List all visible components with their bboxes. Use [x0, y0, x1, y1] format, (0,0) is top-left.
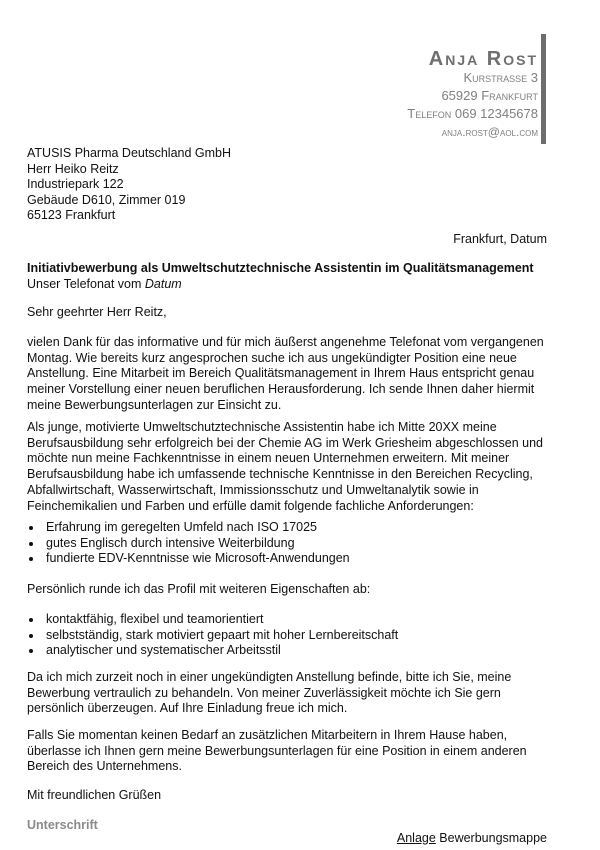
subject-title: Initiativbewerbung als Umweltschutztechnische Assistentin im Qualitätsmanagement [27, 261, 534, 275]
sender-phone: Telefon 069 12345678 [407, 106, 538, 121]
attachment-text: Bewerbungsmappe [435, 831, 547, 845]
recipient-city: 65123 Frankfurt [27, 208, 116, 222]
recipient-address [27, 146, 547, 224]
recipient-company: ATUSIS Pharma Deutschland GmbH [27, 146, 232, 160]
attachment-note [397, 831, 547, 845]
sender-letterhead [278, 49, 538, 141]
qualifications-list [27, 520, 350, 567]
sender-email: anja.rost@aol.com [441, 125, 538, 139]
reference-prefix: Unser Telefonat vom [27, 276, 145, 291]
signature: Unterschrift [27, 818, 98, 832]
list-item: fundierte EDV-Kenntnisse wie Microsoft-Anwendungen [27, 551, 350, 567]
paragraph-traits-intro: Persönlich runde ich das Profil mit weiteren Eigenschaften ab: [27, 582, 371, 596]
traits-list [27, 612, 398, 659]
list-item: gutes Englisch durch intensive Weiterbildung [27, 536, 350, 552]
sender-city: 65929 Frankfurt [441, 88, 538, 103]
letterhead-accent-bar [541, 34, 546, 144]
closing: Mit freundlichen Grüßen [27, 788, 162, 802]
sender-name: Anja Rost [428, 48, 538, 70]
recipient-building: Gebäude D610, Zimmer 019 [27, 192, 186, 207]
paragraph-alternative: Falls Sie momentan keinen Bedarf an zusätzlichen Mitarbeitern in Ihrem Hause haben, überlasse ich Ihnen gern meine Bewerbungsunterlagen für eine Position in einem anderen Bereich des Unternehmens. [27, 728, 527, 774]
paragraph-qualification: Als junge, motivierte Umweltschutztechnische Assistentin habe ich Mitte 20XX meine Berufsausbildung sehr erfolgreich bei der Chemie AG im Werk Griesheim abgeschlossen und möchte nun meine Fachkenntnisse in einem neuen Unternehmen erweitern. Mit meiner Berufsausbildung habe ich umfassende technische Kenntnisse in den Bereichen Recycling, Abfallwirtschaft, Wasserwirtschaft, Immissionsschutz und Umweltanalytik sowie in Feinchemikalien und Farben und erfülle damit folgende fachliche Anforderungen: [27, 420, 543, 513]
sender-street: Kurstraße 3 [463, 70, 538, 85]
recipient-street: Industriepark 122 [27, 177, 124, 191]
list-item: Erfahrung im geregelten Umfeld nach ISO 17025 [27, 520, 350, 536]
salutation: Sehr geehrter Herr Reitz, [27, 305, 167, 319]
list-item: analytischer und systematischer Arbeitsstil [27, 643, 398, 659]
recipient-person: Herr Heiko Reitz [27, 161, 119, 176]
reference-date: Datum [144, 276, 182, 291]
paragraph-confidentiality: Da ich mich zurzeit noch in einer ungekündigten Anstellung befinde, bitte ich Sie, meine Bewerbung vertraulich zu behandeln. Von meiner Zuverlässigkeit möchte ich Sie gern persönlich überzeugen. Auf Ihre Einladung freue ich mich. [27, 670, 512, 716]
place-date: Frankfurt, Datum [453, 232, 547, 246]
list-item: selbstständig, stark motiviert gepaart mit hoher Lernbereitschaft [27, 628, 398, 644]
subject-block [27, 261, 547, 292]
attachment-label: Anlage [396, 831, 436, 845]
list-item: kontaktfähig, flexibel und teamorientiert [27, 612, 398, 628]
paragraph-intro: vielen Dank für das informative und für mich äußerst angenehme Telefonat vom vergangenen Montag. Wie bereits kurz angesprochen suche ich aus ungekündigter Position eine neue Anstellung. Eine Mitarbeit im Bereich Qualitätsmanagement in Ihrem Haus entspricht genau meiner Vorstellung einer neuen beruflichen Herausforderung. Ich sende Ihnen daher hiermit meine Bewerbungsunterlagen zur Einsicht zu. [27, 335, 544, 412]
subject-reference [27, 277, 547, 293]
